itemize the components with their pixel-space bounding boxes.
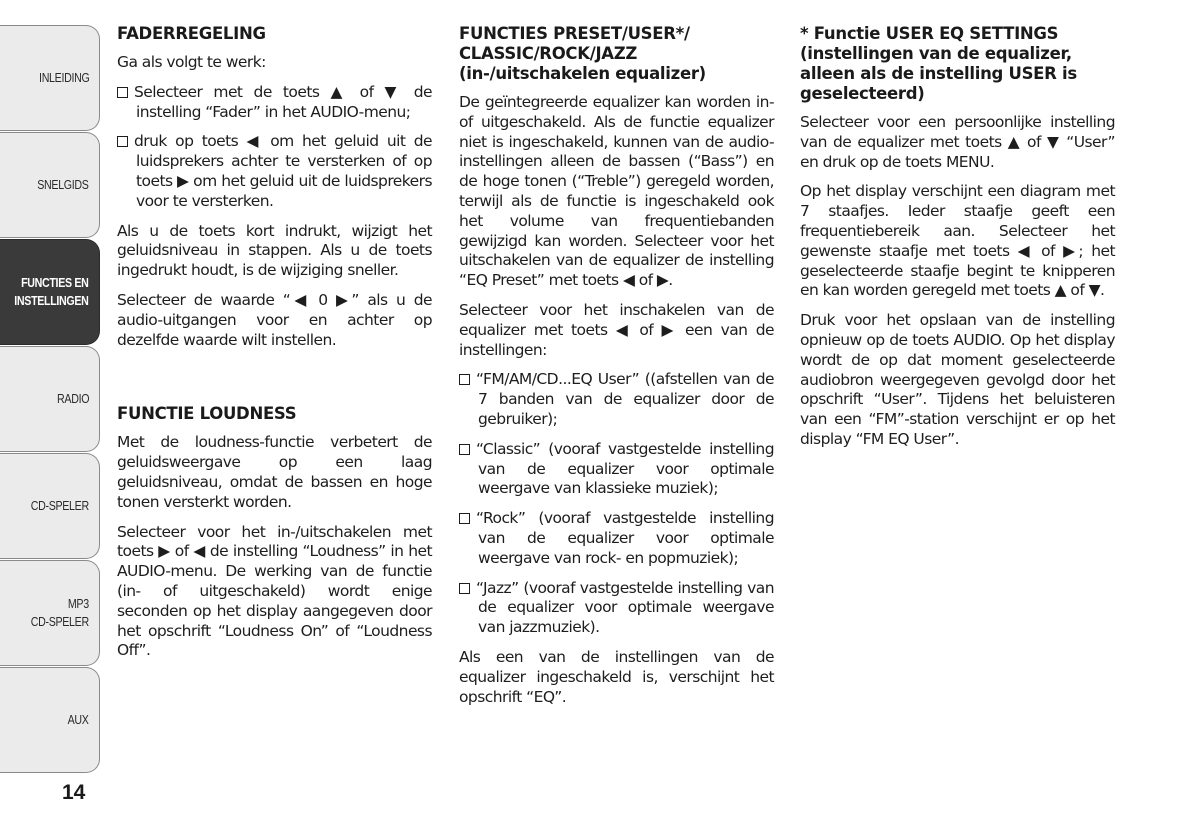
tab-label: SNELGIDS [37,177,89,193]
list-item-text: Selecteer met de toets ▲ of ▼ de instelling “Fader” in het AUDIO-menu; [134,82,432,121]
list-item-text: druk op toets ◀ om het geluid uit de luidsprekers achter te versterken of op toets ▶ om het geluid uit de luidsprekers voor te versterken. [134,132,432,210]
heading-functies-preset: FUNCTIES PRESET/USER*/ CLASSIC/ROCK/JAZZ (in-/uitschakelen equalizer) [459,24,706,83]
list-item [117,132,432,211]
tab-functies-en-instellingen[interactable] [0,239,100,345]
list-item [117,83,432,123]
list-item-text: “Classic” (vooraf vastgestelde instelling van de equalizer voor optimale weergave van klassieke muziek); [476,439,774,498]
tab-label: RADIO [56,391,89,407]
page-number: 14 [62,781,86,804]
checkbox-bullet-icon [459,444,470,455]
tab-label: AUX [68,712,89,728]
checkbox-bullet-icon [459,374,470,385]
checkbox-bullet-icon [459,583,470,594]
paragraph: Selecteer voor het in-/uitschakelen met toets ▶ of ◀ de instelling “Loudness” in het AUDIO-menu. De werking van de functie (in- of uitgeschakeld) wordt enige seconden op het display aangegeven door het opschrift “Loudness On” of “Loudness Off”. [117,522,432,660]
paragraph: Als een van de instellingen van de equalizer ingeschakeld is, verschijnt het opschrift “EQ”. [459,647,774,706]
tab-label: INLEIDING [38,70,89,86]
tab-radio[interactable] [0,346,100,452]
spacer [117,360,432,404]
checkbox-bullet-icon [117,136,128,147]
paragraph: Met de loudness-functie verbetert de geluidsweergave op een laag geluidsniveau, omdat de bassen en hoge tonen versterkt worden. [117,433,432,511]
column-user-eq-settings [800,24,1115,460]
section-tabs [0,25,100,774]
list-item [459,509,774,568]
paragraph: De geïntegreerde equalizer kan worden in- of uitgeschakeld. Als de functie equalizer niet is ingeschakeld, kunnen van de audio-instellingen alleen de bassen (“Bass”) en de hoge tonen (“Treble”) geregeld worden, terwijl als de functie is ingeschakeld ook het volume van frequentiebanden gewijzigd kan worden. Selecteer voor het uitschakelen van de equalizer de instelling “EQ Preset” met toets ◀ of ▶. [459,93,774,290]
column-fader-loudness [117,24,432,671]
paragraph: Ga als volgt te werk: [117,53,266,71]
paragraph: Selecteer voor het inschakelen van de equalizer met toets ◀ of ▶ een van de instellingen: [459,300,774,359]
heading-faderregeling: FADERREGELING [117,24,266,43]
heading-user-eq-settings: * Functie USER EQ SETTINGS (instellingen van de equalizer, alleen als de instelling USER is geselecteerd) [800,24,1077,103]
tab-aux[interactable] [0,667,100,773]
column-equalizer-presets [459,24,774,717]
tab-label: MP3 CD-SPELER [30,596,89,629]
checkbox-bullet-icon [117,87,128,98]
paragraph: Op het display verschijnt een diagram met 7 staafjes. Ieder staafje geeft een frequentiebereik aan. Selecteer het gewenste staafje met toets ◀ of ▶; het geselecteerde staafje begint te knipperen en kan worden geregeld met toets ▲ of ▼. [800,182,1115,300]
tab-label: CD-SPELER [30,498,89,514]
tab-cd-speler[interactable] [0,453,100,559]
paragraph: Als u de toets kort indrukt, wijzigt het geluidsniveau in stappen. Als u de toets ingedrukt houdt, is de wijziging sneller. [117,221,432,280]
list-item-text: “Rock” (vooraf vastgestelde instelling van de equalizer voor optimale weergave van rock- en popmuziek); [476,509,774,567]
paragraph: Druk voor het opslaan van de instelling opnieuw op de toets AUDIO. Op het display wordt de op dat moment geselecteerde audiobron weergegeven gevolgd door het opschrift “User”. Tijdens het beluisteren van een “FM”-station verschijnt er op het display “FM EQ User”. [800,311,1115,448]
tab-inleiding[interactable] [0,25,100,131]
tab-snelgids[interactable] [0,132,100,238]
tab-label: FUNCTIES EN INSTELLINGEN [14,275,89,308]
list-item [459,579,774,638]
paragraph: Selecteer voor een persoonlijke instelling van de equalizer met toets ▲ of ▼ “User” en druk op de toets MENU. [800,113,1115,171]
list-item-text: “Jazz” (vooraf vastgestelde instelling van de equalizer voor optimale weergave van jazzmuziek). [476,578,774,637]
list-item [459,370,774,429]
heading-functie-loudness: FUNCTIE LOUDNESS [117,404,297,424]
paragraph: Selecteer de waarde “◀ 0 ▶” als u de audio-uitgangen voor en achter op dezelfde waarde wilt instellen. [117,290,432,349]
list-item [459,440,774,499]
tab-mp3-cd-speler[interactable] [0,560,100,666]
list-item-text: “FM/AM/CD...EQ User” ((afstellen van de 7 banden van de equalizer door de gebruiker); [476,370,774,428]
checkbox-bullet-icon [459,513,470,524]
